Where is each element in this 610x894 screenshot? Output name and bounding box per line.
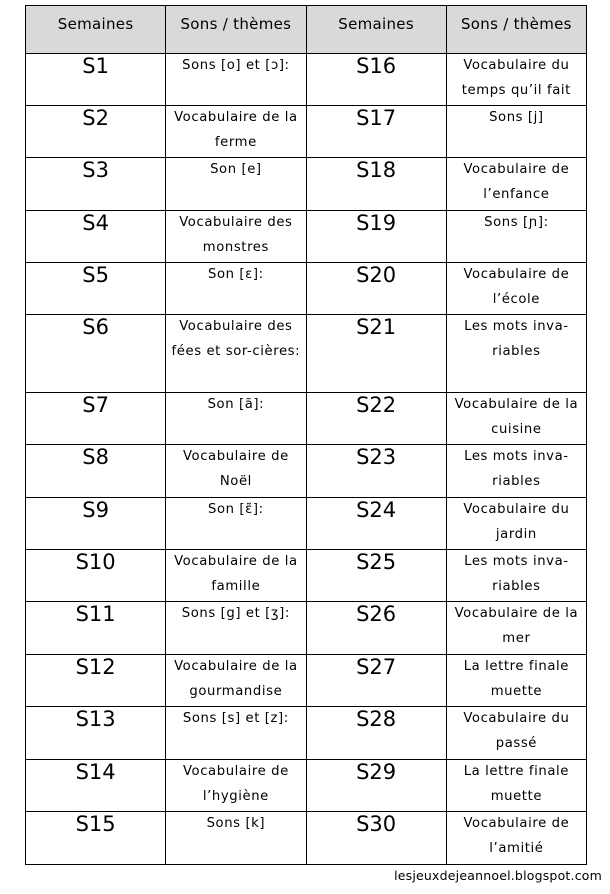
theme-text: Son [ɛ̃]: bbox=[208, 502, 264, 517]
theme-cell-right bbox=[446, 263, 586, 315]
header-themes-2: Sons / thèmes bbox=[446, 6, 586, 54]
week-cell-left bbox=[26, 707, 166, 760]
theme-text: La lettre finale muette bbox=[463, 764, 570, 804]
theme-text: Vocabulaire de l’école bbox=[463, 267, 570, 307]
week-label: S6 bbox=[82, 315, 109, 339]
schedule-table bbox=[25, 5, 587, 865]
week-cell-left bbox=[26, 602, 166, 655]
week-cell-right bbox=[306, 158, 446, 211]
week-cell-right bbox=[306, 550, 446, 602]
theme-text: Vocabulaire de la cuisine bbox=[454, 397, 579, 437]
week-cell-right bbox=[306, 602, 446, 655]
week-cell-right bbox=[306, 54, 446, 106]
theme-cell-right bbox=[446, 707, 586, 760]
table-row bbox=[26, 263, 587, 315]
theme-cell-left bbox=[166, 54, 306, 106]
table-row bbox=[26, 393, 587, 445]
table-row bbox=[26, 106, 587, 158]
theme-text: Sons [o] et [ɔ]: bbox=[182, 58, 290, 73]
theme-text: Sons [j] bbox=[489, 110, 544, 125]
schedule-body bbox=[26, 54, 587, 865]
week-cell-left bbox=[26, 655, 166, 707]
week-cell-left bbox=[26, 315, 166, 393]
theme-cell-left bbox=[166, 106, 306, 158]
theme-cell-right bbox=[446, 211, 586, 263]
week-label: S29 bbox=[356, 760, 397, 784]
theme-text: Vocabulaire du jardin bbox=[463, 502, 570, 542]
table-row bbox=[26, 602, 587, 655]
week-label: S9 bbox=[82, 498, 109, 522]
theme-text: Sons [g] et [ʒ]: bbox=[181, 606, 290, 621]
theme-text: Vocabulaire des monstres bbox=[179, 215, 293, 255]
theme-text: Sons [k] bbox=[206, 816, 266, 831]
theme-text: Vocabulaire de la mer bbox=[454, 606, 579, 646]
theme-text: Sons [ɲ]: bbox=[484, 215, 549, 230]
header-weeks-1: Semaines bbox=[26, 6, 166, 54]
theme-cell-right bbox=[446, 393, 586, 445]
week-cell-left bbox=[26, 445, 166, 498]
week-cell-right bbox=[306, 760, 446, 812]
theme-cell-left bbox=[166, 211, 306, 263]
week-cell-right bbox=[306, 211, 446, 263]
table-row bbox=[26, 445, 587, 498]
theme-text: Vocabulaire de la famille bbox=[174, 554, 298, 594]
week-cell-right bbox=[306, 315, 446, 393]
week-label: S24 bbox=[356, 498, 397, 522]
theme-text: Vocabulaire de la gourmandise bbox=[174, 659, 298, 699]
week-label: S7 bbox=[82, 393, 109, 417]
week-label: S2 bbox=[82, 106, 109, 130]
week-label: S21 bbox=[356, 315, 397, 339]
week-label: S12 bbox=[75, 655, 116, 679]
table-row bbox=[26, 54, 587, 106]
week-label: S22 bbox=[356, 393, 397, 417]
week-label: S3 bbox=[82, 158, 109, 182]
theme-cell-right bbox=[446, 812, 586, 865]
table-row bbox=[26, 707, 587, 760]
week-label: S8 bbox=[82, 445, 109, 469]
theme-cell-right bbox=[446, 498, 586, 550]
theme-text: Vocabulaire de l’enfance bbox=[463, 162, 570, 202]
theme-cell-right bbox=[446, 158, 586, 211]
theme-cell-right bbox=[446, 760, 586, 812]
table-row bbox=[26, 158, 587, 211]
week-label: S11 bbox=[75, 602, 116, 626]
theme-cell-right bbox=[446, 315, 586, 393]
week-label: S19 bbox=[356, 211, 397, 235]
theme-cell-right bbox=[446, 54, 586, 106]
theme-text: Les mots inva-riables bbox=[464, 554, 569, 594]
week-label: S25 bbox=[356, 550, 397, 574]
theme-text: Son [e] bbox=[210, 162, 262, 177]
table-row bbox=[26, 211, 587, 263]
week-cell-left bbox=[26, 263, 166, 315]
week-label: S13 bbox=[75, 707, 116, 731]
theme-cell-right bbox=[446, 106, 586, 158]
header-row bbox=[26, 6, 587, 54]
table-row bbox=[26, 315, 587, 393]
week-label: S26 bbox=[356, 602, 397, 626]
week-label: S28 bbox=[356, 707, 397, 731]
theme-cell-left bbox=[166, 498, 306, 550]
week-label: S5 bbox=[82, 263, 109, 287]
theme-cell-left bbox=[166, 655, 306, 707]
theme-cell-left bbox=[166, 760, 306, 812]
week-label: S30 bbox=[356, 812, 397, 836]
table-row bbox=[26, 655, 587, 707]
theme-text: Son [ɛ]: bbox=[208, 267, 264, 282]
theme-cell-left bbox=[166, 602, 306, 655]
theme-cell-left bbox=[166, 550, 306, 602]
week-label: S15 bbox=[75, 812, 116, 836]
week-label: S4 bbox=[82, 211, 109, 235]
theme-text: Sons [s] et [z]: bbox=[182, 711, 289, 726]
week-cell-left bbox=[26, 393, 166, 445]
footer-credit: lesjeuxdejeannoel.blogspot.com bbox=[394, 868, 602, 883]
week-label: S23 bbox=[356, 445, 397, 469]
theme-cell-left bbox=[166, 812, 306, 865]
theme-cell-left bbox=[166, 445, 306, 498]
theme-cell-right bbox=[446, 655, 586, 707]
week-label: S27 bbox=[356, 655, 397, 679]
theme-cell-left bbox=[166, 707, 306, 760]
theme-cell-right bbox=[446, 445, 586, 498]
week-cell-left bbox=[26, 550, 166, 602]
table-row bbox=[26, 760, 587, 812]
week-cell-right bbox=[306, 498, 446, 550]
theme-text: Les mots inva-riables bbox=[464, 319, 569, 359]
week-cell-right bbox=[306, 393, 446, 445]
theme-text: Vocabulaire de Noël bbox=[182, 449, 289, 489]
week-label: S10 bbox=[75, 550, 116, 574]
theme-text: Vocabulaire de la ferme bbox=[174, 110, 298, 150]
week-cell-left bbox=[26, 211, 166, 263]
week-cell-right bbox=[306, 655, 446, 707]
week-cell-right bbox=[306, 445, 446, 498]
theme-cell-left bbox=[166, 263, 306, 315]
week-cell-left bbox=[26, 498, 166, 550]
week-label: S1 bbox=[82, 54, 109, 78]
theme-text: Vocabulaire des fées et sor-cières: bbox=[171, 319, 301, 359]
theme-text: Vocabulaire du passé bbox=[463, 711, 570, 751]
week-cell-left bbox=[26, 760, 166, 812]
theme-cell-left bbox=[166, 393, 306, 445]
week-label: S20 bbox=[356, 263, 397, 287]
week-label: S17 bbox=[356, 106, 397, 130]
theme-text: Vocabulaire de l’hygiène bbox=[182, 764, 289, 804]
theme-cell-left bbox=[166, 315, 306, 393]
theme-cell-left bbox=[166, 158, 306, 211]
table-row bbox=[26, 498, 587, 550]
theme-text: La lettre finale muette bbox=[463, 659, 570, 699]
header-weeks-2: Semaines bbox=[306, 6, 446, 54]
week-cell-left bbox=[26, 158, 166, 211]
theme-text: Son [ã]: bbox=[207, 397, 265, 412]
week-cell-left bbox=[26, 812, 166, 865]
week-cell-right bbox=[306, 263, 446, 315]
table-row bbox=[26, 812, 587, 865]
theme-text: Les mots inva-riables bbox=[464, 449, 569, 489]
week-cell-right bbox=[306, 106, 446, 158]
week-label: S14 bbox=[75, 760, 116, 784]
theme-text: Vocabulaire de l’amitié bbox=[463, 816, 570, 856]
week-cell-right bbox=[306, 707, 446, 760]
week-label: S18 bbox=[356, 158, 397, 182]
week-cell-right bbox=[306, 812, 446, 865]
theme-text: Vocabulaire du temps qu’il fait bbox=[461, 58, 571, 98]
week-cell-left bbox=[26, 54, 166, 106]
theme-cell-right bbox=[446, 550, 586, 602]
week-cell-left bbox=[26, 106, 166, 158]
table-row bbox=[26, 550, 587, 602]
header-themes-1: Sons / thèmes bbox=[166, 6, 306, 54]
week-label: S16 bbox=[356, 54, 397, 78]
theme-cell-right bbox=[446, 602, 586, 655]
